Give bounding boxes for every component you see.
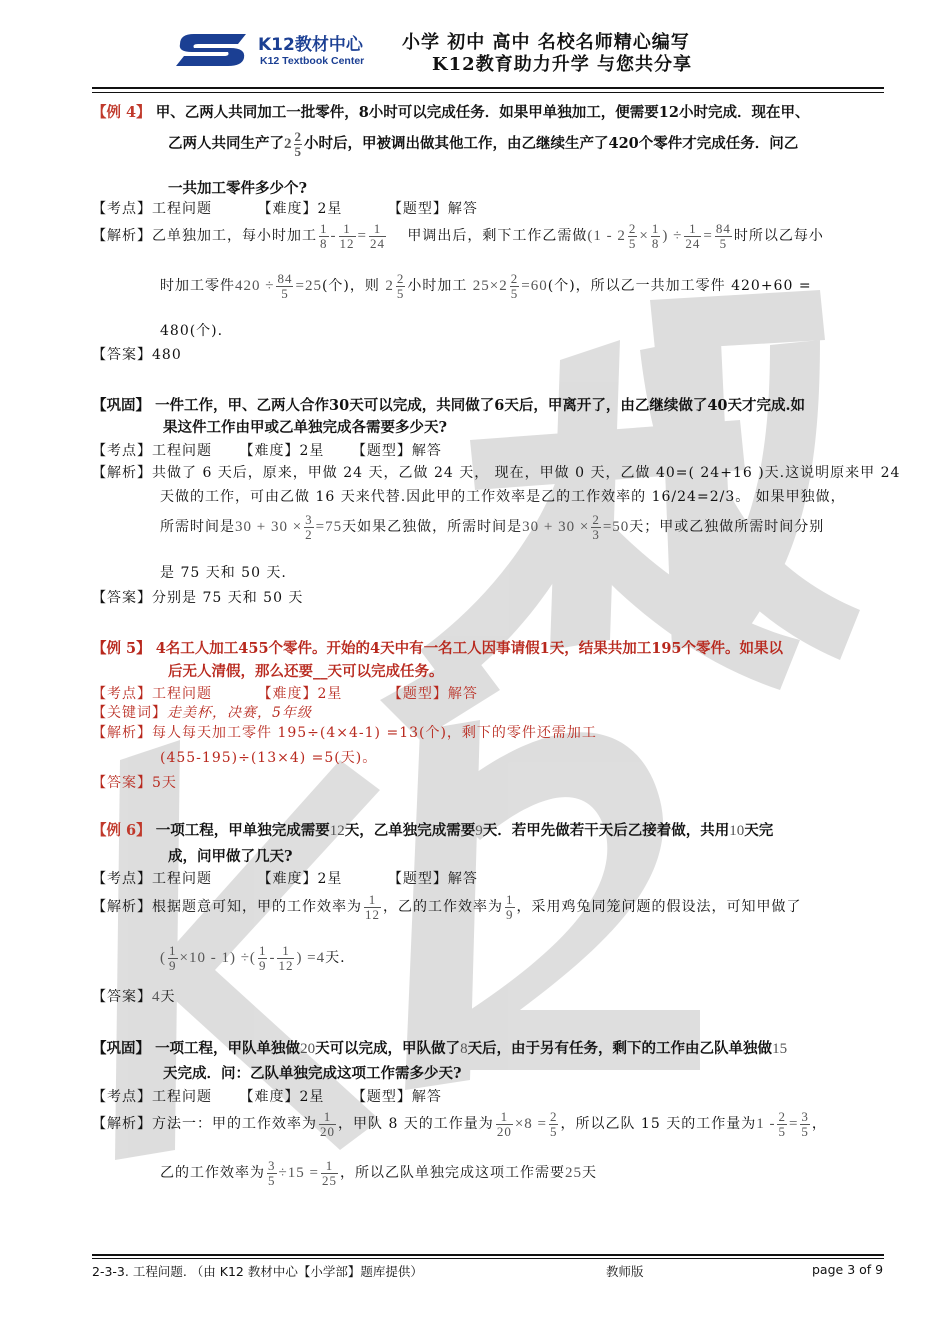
ex4-f7n: 84	[715, 221, 731, 236]
gg2-f5n: 3	[801, 1109, 809, 1124]
ex4-frac-num: 2	[294, 129, 301, 144]
gg1-text-2: 果这件工作由甲或乙单独完成各需要多少天?	[163, 419, 447, 436]
ex4-jx1c: 时所以乙每小	[733, 228, 824, 245]
gg2-n8: 8	[460, 1041, 468, 1057]
ex6-f1n: 1	[364, 893, 381, 908]
ex6-f5d: 12	[278, 957, 294, 973]
ex4-line2	[168, 130, 798, 158]
ex6-f4d: 9	[258, 957, 267, 973]
ex4-f5d: 8	[651, 235, 660, 251]
gg2-f7d: 25	[321, 1172, 337, 1188]
ex5-meta	[92, 683, 478, 703]
header-rule	[92, 87, 884, 89]
gg2-nd-label: 【难度】	[239, 1089, 300, 1105]
ex6-m2: -	[269, 950, 276, 967]
ex6-text-1a: 一项工程，甲单独完成需要	[155, 822, 330, 839]
ex4-times: ×	[639, 228, 649, 245]
ex6-f3n: 1	[169, 943, 177, 958]
ex6-meta	[92, 868, 478, 888]
ex4-f1d: 8	[320, 235, 328, 251]
ex4-frac-den: 5	[294, 143, 301, 159]
gg1-f2d: 3	[592, 526, 600, 542]
ex4-kd-label: 【考点】	[92, 201, 152, 217]
ex5-line1	[92, 637, 783, 658]
ex6-da-label: 【答案】	[92, 989, 152, 1005]
ex5-da-label: 【答案】	[92, 775, 152, 791]
ex5-kd: 工程问题	[152, 686, 212, 702]
gg2-f3n: 2	[549, 1109, 558, 1124]
ex4-f4n: 2	[628, 221, 637, 236]
gg2-nd: 2星	[299, 1089, 325, 1105]
ex5-jx1: 每人每天加工零件 195÷(4×4-1) =13(个)，剩下的零件还需加工	[152, 725, 597, 741]
logo-cn-text: K12教材中心	[258, 35, 363, 55]
ex4-f9d: 5	[396, 285, 405, 301]
footer-center: 教师版	[606, 1264, 644, 1279]
gg2-jx1a: 方法一：甲的工作效率为	[152, 1116, 317, 1133]
ex6-text-1c: 天．若甲先做若干天后乙接着做，共用	[482, 822, 730, 839]
ex5-da: 5天	[152, 775, 177, 791]
ex4-jx2c: 小时加工	[407, 278, 468, 295]
ex4-f10n: 2	[510, 271, 519, 286]
ex4-da-label: 【答案】	[92, 347, 152, 363]
gg2-tag: 【巩固】	[92, 1040, 150, 1057]
ex5-gjc: 走美杯，决赛，5年级	[167, 705, 312, 721]
header-slogan-1: 小学 初中 高中 名校名师精心编写	[402, 32, 690, 53]
ex4-line1	[92, 101, 809, 122]
ex5-keywords	[92, 702, 312, 722]
gg2-n15: 15	[772, 1041, 788, 1057]
ex4-jx-line1	[92, 222, 824, 250]
ex4-text-1: 甲、乙两人共同加工一批零件，8小时可以完成任务．如果甲单独加工，便需要12小时完成．现在甲、	[155, 104, 810, 121]
gg2-f3d: 5	[549, 1123, 558, 1139]
gg2-text-2: 天完成．问：乙队单独完成这项工作需多少天?	[163, 1065, 462, 1082]
gg1-m3: 30 + 30 ×	[522, 519, 590, 536]
ex4-f6d: 24	[685, 235, 701, 251]
ex4-jx-label: 【解析】	[92, 228, 152, 245]
ex6-text-2: 成，问甲做了几天?	[168, 848, 293, 865]
ex6-f5n: 1	[277, 944, 294, 959]
gg1-jx-line3	[160, 513, 824, 541]
ex4-mixed-whole: 2	[284, 136, 292, 153]
gg1-f1n: 3	[305, 512, 313, 527]
ex6-f3d: 9	[169, 957, 177, 973]
ex5-jx-label: 【解析】	[92, 725, 152, 741]
ex4-m1: 420 ÷	[235, 278, 275, 295]
ex6-n9: 9	[475, 823, 483, 839]
ex4-f8n: 84	[277, 271, 293, 286]
ex5-jx2: (455-195)÷(13×4) =5(天)。	[160, 750, 378, 766]
gg1-f1d: 2	[305, 526, 313, 542]
gg2-f4n: 2	[778, 1109, 786, 1124]
ex4-m2: =25	[295, 278, 322, 295]
ex6-f1d: 12	[365, 906, 380, 922]
ex4-m4: =60	[521, 278, 548, 295]
gg2-jx2c: 天	[581, 1165, 597, 1182]
gg1-jx4: 是 75 天和 50 天.	[160, 565, 287, 581]
gg2-m5: 25	[564, 1165, 582, 1182]
gg1-da-label: 【答案】	[92, 590, 152, 606]
gg2-jx-line2	[160, 1159, 597, 1187]
ex4-f5n: 1	[651, 221, 660, 236]
ex6-tx: 解答	[447, 871, 478, 887]
ex4-jx2d: (个)，所以乙一共加工零件 420+60 =	[547, 278, 812, 295]
ex6-jx1c: ，采用鸡兔同笼问题的假设法，可知甲做了	[516, 899, 802, 916]
ex4-jx3: 480(个).	[160, 323, 224, 339]
gg1-jx1: 共做了 6 天后，原来，甲做 24 天，乙做 24 天， 现在，甲做 0 天，乙做 40=( 24+16 )天.这说明原来甲 24	[152, 465, 901, 481]
ex4-jx2a: 时加工零件	[160, 278, 235, 295]
ex4-minus: -	[330, 228, 337, 245]
ex4-jx1a: 乙单独加工，每小时加工	[152, 228, 317, 245]
ex5-tag: 【例 5】	[92, 640, 151, 657]
ex4-p2: ) ÷	[662, 228, 683, 245]
ex6-da-val: 4	[152, 989, 161, 1005]
gg2-f1d: 20	[320, 1123, 335, 1139]
gg2-jx1d: ，	[811, 1116, 827, 1133]
ex4-f3d: 24	[369, 235, 385, 251]
gg1-text-1: 一件工作，甲、乙两人合作30天可以完成，共同做了6天后，甲离开了，由乙继续做了40天才完成.如	[155, 397, 806, 414]
footer-rule	[92, 1254, 884, 1256]
ex6-jx-label: 【解析】	[92, 899, 152, 916]
ex6-text-1b: 天，乙单独完成需要	[344, 822, 476, 839]
ex5-answer	[92, 772, 177, 792]
gg2-jx1b: ，甲队 8 天的工作量为	[338, 1116, 494, 1133]
ex4-tag: 【例 4】	[92, 104, 151, 121]
gg2-f4d: 5	[778, 1123, 786, 1139]
ex4-f3n: 1	[369, 222, 386, 237]
gg1-f2n: 2	[592, 512, 600, 527]
ex6-answer	[92, 986, 176, 1006]
ex5-text-2: 后无人清假，那么还要__天可以完成任务。	[168, 663, 444, 680]
gg1-jx-label: 【解析】	[92, 465, 152, 481]
header-slogan-2: K12教育助力升学 与您共分享	[432, 54, 692, 75]
gg1-nd-label: 【难度】	[239, 443, 300, 459]
gg1-m2: =75	[315, 519, 343, 536]
gg1-answer	[92, 587, 303, 607]
ex4-text-2b: 小时后，甲被调出做其他工作，由乙继续生产了420个零件才完成任务．问乙	[304, 135, 799, 153]
ex4-eq2: =	[703, 228, 713, 245]
ex5-nd-label: 【难度】	[257, 686, 318, 702]
ex5-tx-label: 【题型】	[387, 686, 448, 702]
gg1-m1: 30 + 30 ×	[235, 519, 303, 536]
ex4-jx2b: (个)，则	[321, 278, 380, 295]
gg2-jx2a: 乙的工作效率为	[160, 1165, 265, 1182]
ex6-da-unit: 天	[160, 989, 176, 1005]
ex5-text-1: 4名工人加工455个零件。开始的4天中有一名工人因事请假1天，结果共加工195个零件。如果以	[155, 640, 784, 657]
gg2-meta	[92, 1086, 442, 1106]
gg2-f1n: 1	[319, 1110, 336, 1125]
ex6-f4n: 1	[258, 943, 267, 958]
ex4-p1: (1 - 2	[587, 228, 626, 245]
k12-logo-icon	[172, 30, 254, 70]
gg1-tag: 【巩固】	[92, 397, 150, 414]
gg2-text-1c: 天后，由于另有任务，剩下的工作由乙队单独做	[467, 1040, 773, 1057]
ex6-m1: ×10 - 1) ÷(	[179, 950, 256, 967]
gg2-f7n: 1	[321, 1159, 338, 1174]
gg1-jx3b: 天如果乙独做，所需时间是	[342, 519, 523, 536]
ex6-f2d: 9	[506, 906, 514, 922]
gg1-jx3c: 天；甲或乙独做所需时间分别	[629, 519, 825, 536]
gg1-jx3a: 所需时间是	[160, 519, 235, 536]
footer-rule-thin	[92, 1258, 884, 1259]
ex4-tx: 解答	[447, 201, 478, 217]
ex6-line1	[92, 819, 773, 840]
gg2-tx: 解答	[411, 1089, 442, 1105]
gg1-jx-line1	[92, 462, 900, 482]
gg2-kd-label: 【考点】	[92, 1089, 152, 1105]
gg2-text-1b: 天可以完成，甲队做了	[315, 1040, 461, 1057]
gg1-m4: =50	[602, 519, 630, 536]
ex4-meta	[92, 198, 478, 218]
ex4-f10d: 5	[510, 285, 519, 301]
ex4-kd: 工程问题	[152, 201, 212, 217]
ex6-tag: 【例 6】	[92, 822, 151, 839]
ex6-f2n: 1	[506, 892, 514, 907]
gg1-jx2: 天做的工作，可由乙做 16 天来代替.因此甲的工作效率是乙的工作效率的 16/24=2/3。 如果甲独做，	[160, 489, 846, 505]
ex6-nd-label: 【难度】	[257, 871, 318, 887]
ex4-da: 480	[152, 347, 182, 363]
ex6-jx1b: ，乙的工作效率为	[383, 899, 503, 916]
ex6-n12: 12	[329, 823, 345, 839]
ex6-jx-line2	[160, 944, 346, 972]
ex4-nd: 2星	[317, 201, 343, 217]
gg2-f6d: 5	[268, 1172, 276, 1188]
ex6-jx-line1	[92, 893, 802, 921]
ex4-tx-label: 【题型】	[387, 201, 448, 217]
gg2-m3: =	[788, 1116, 799, 1133]
ex4-f4d: 5	[628, 235, 637, 251]
ex4-f2n: 1	[339, 222, 356, 237]
ex4-f8d: 5	[281, 285, 289, 301]
footer-left: 2-3-3. 工程问题. （由 K12 教材中心【小学部】题库提供）	[92, 1264, 423, 1279]
ex6-n10: 10	[729, 823, 745, 839]
ex4-f9n: 2	[396, 271, 405, 286]
gg2-f6n: 3	[268, 1158, 276, 1173]
ex5-kd-label: 【考点】	[92, 686, 152, 702]
logo-en-text: K12 Textbook Center	[260, 55, 365, 67]
ex4-text-3: 一共加工零件多少个?	[168, 180, 307, 197]
ex6-jx1a: 根据题意可知，甲的工作效率为	[152, 899, 362, 916]
ex4-eq: =	[357, 228, 367, 245]
ex4-f7d: 5	[719, 235, 728, 251]
gg1-kd: 工程问题	[152, 443, 212, 459]
gg1-line1	[92, 394, 805, 415]
ex4-nd-label: 【难度】	[257, 201, 318, 217]
ex4-f6n: 1	[684, 222, 701, 237]
gg2-line1	[92, 1037, 787, 1058]
ex5-gjc-label: 【关键词】	[92, 705, 167, 721]
gg2-kd: 工程问题	[152, 1089, 212, 1105]
gg2-m1: ×8 =	[514, 1116, 547, 1133]
gg2-m4: ÷15 =	[278, 1165, 319, 1182]
ex6-jx2b: 天.	[325, 950, 346, 967]
ex5-nd: 2星	[317, 686, 343, 702]
ex5-tx: 解答	[447, 686, 478, 702]
gg2-tx-label: 【题型】	[351, 1089, 412, 1105]
gg2-jx2b: ，所以乙队单独完成这项工作需要	[339, 1165, 565, 1182]
header-rule-thin	[92, 92, 884, 93]
ex6-kd-label: 【考点】	[92, 871, 152, 887]
gg2-n20: 20	[300, 1041, 316, 1057]
gg1-da: 分别是 75 天和 50 天	[152, 590, 304, 606]
gg1-tx: 解答	[411, 443, 442, 459]
ex5-jx-line1	[92, 722, 597, 742]
gg1-meta	[92, 440, 442, 460]
ex6-p1: (	[160, 950, 166, 967]
ex4-answer	[92, 344, 182, 364]
ex4-text-2a: 乙两人共同生产了	[168, 135, 284, 153]
gg1-tx-label: 【题型】	[351, 443, 412, 459]
gg1-nd: 2星	[299, 443, 325, 459]
gg2-jx1c: ，所以乙队 15 天的工作量为	[560, 1116, 757, 1133]
gg2-f2n: 1	[496, 1110, 513, 1125]
ex4-f1n: 1	[320, 221, 328, 236]
gg2-jx-line1	[92, 1110, 827, 1138]
gg2-text-1a: 一项工程，甲队单独做	[155, 1040, 301, 1057]
ex6-nd: 2星	[317, 871, 343, 887]
ex6-m3: ) =4	[296, 950, 326, 967]
ex4-m3: 25×2	[472, 278, 508, 295]
gg2-f5d: 5	[801, 1123, 809, 1139]
ex6-kd: 工程问题	[152, 871, 212, 887]
ex6-tx-label: 【题型】	[387, 871, 448, 887]
gg2-jx-label: 【解析】	[92, 1116, 152, 1133]
ex4-w2: 2	[385, 278, 394, 295]
ex4-f2d: 12	[339, 235, 355, 251]
ex6-text-1d: 天完	[744, 822, 774, 839]
footer-page: page 3 of 9	[812, 1262, 884, 1277]
gg2-f2d: 20	[496, 1123, 512, 1139]
ex4-jx-line2	[160, 272, 812, 300]
ex4-jx1b: 甲调出后，剩下工作乙需做	[407, 228, 588, 245]
gg2-m2: 1 -	[756, 1116, 776, 1133]
gg1-kd-label: 【考点】	[92, 443, 152, 459]
